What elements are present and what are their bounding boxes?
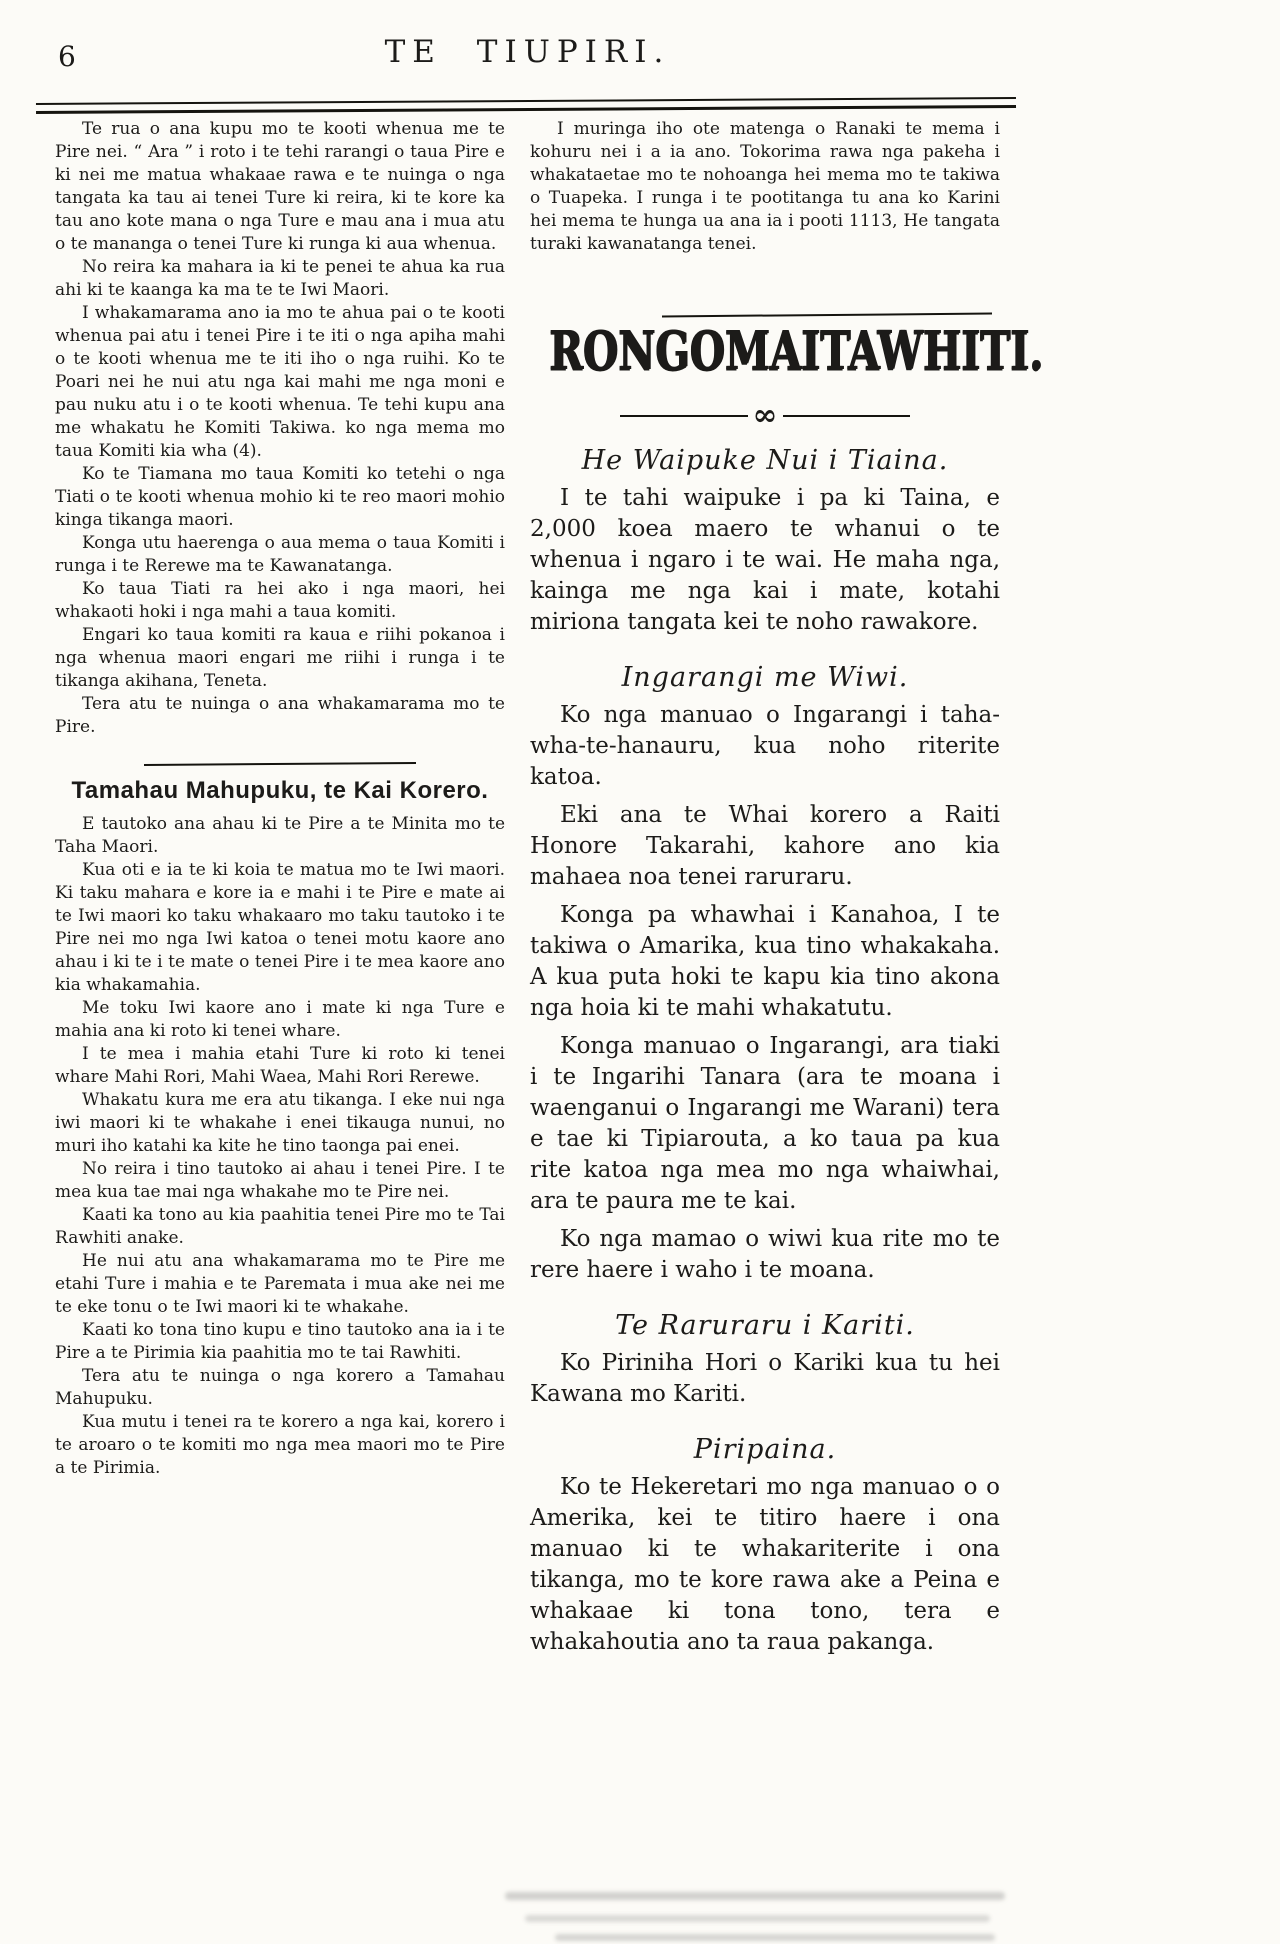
page-title: TE TIUPIRI. <box>384 34 671 70</box>
subheading-kariti: Te Raruraru i Kariti. <box>615 1310 915 1341</box>
paragraph: Tera atu te nuinga o ana whakamarama mo te Pire. <box>55 694 505 737</box>
subheading-ingarangi: Ingarangi me Wiwi. <box>621 662 909 693</box>
paragraph: Ko te Hekeretari mo nga manuao o o Amerika, kei te titiro haere i ona manuao ki te whakariterite i ona tikanga, mo te kore rawa ake a Peina e whakaae ki tona tono, tera e whakahoutia ano ta raua pakanga. <box>530 1474 1000 1655</box>
left-column <box>55 118 505 1480</box>
section-divider-rule <box>144 762 416 766</box>
subheading-piripaina: Piripaina. <box>693 1434 837 1465</box>
paragraph: Whakatu kura me era atu tikanga. I eke nui nga iwi maori ki te whakahe i enei tikauga nunui, no muri iho katahi ka kite he tino taonga pai enei. <box>55 1090 505 1156</box>
paragraph: I muringa iho ote matenga o Ranaki te mema i kohuru nei i a ia ano. Tokorima rawa nga pakeha i whakataetae mo te nohoanga hei mema mo te takiwa o Tuapeka. I runga i te pootitanga tu ana ko Karini hei mema te hunga ua ana ia i pooti 1113, He tangata turaki kawanatanga tenei. <box>530 119 1000 254</box>
speech-heading: Tamahau Mahupuku, te Kai Korero. <box>71 777 489 804</box>
paragraph: Kua mutu i tenei ra te korero a nga kai, korero i te aroaro o te komiti mo nga mea maori mo te Pire a te Pirimia. <box>55 1412 505 1478</box>
ornament-line <box>783 415 911 417</box>
paragraph: Me toku Iwi kaore ano i mate ki nga Ture e mahia ana ki roto ki tenei whare. <box>55 998 505 1041</box>
paragraph: Ko nga manuao o Ingarangi i taha-wha-te-hanauru, kua noho riterite katoa. <box>530 702 1000 790</box>
paragraph: Ko taua Tiati ra hei ako i nga maori, hei whakaoti hoki i nga mahi a taua komiti. <box>55 579 505 622</box>
paragraph: No reira i tino tautoko ai ahau i tenei Pire. I te mea kua tae mai nga whakahe mo te Pire nei. <box>55 1159 505 1202</box>
subheading-waipuke: He Waipuke Nui i Tiaina. <box>581 445 949 476</box>
paragraph: I whakamarama ano ia mo te ahua pai o te kooti whenua pai atu i tenei Pire i te iti o nga apiha mahi o te kooti whenua me te iti iho o nga ruihi. Ko te Poari nei he nui atu nga kai mahi me nga moni e pau nuku atu i o te kooti whenua. Te tehi kupu ana me whakatu he Komiti Takiwa. ko nga mema mo taua Komiti kia wha (4). <box>55 303 505 461</box>
paragraph: Tera atu te nuinga o nga korero a Tamahau Mahupuku. <box>55 1366 505 1409</box>
knot-glyph: ∞ <box>752 398 778 433</box>
masthead-rule <box>662 313 992 318</box>
page-number: 6 <box>58 40 76 73</box>
right-column <box>530 118 1043 1658</box>
paragraph: Konga manuao o Ingarangi, ara tiaki i te Ingarihi Tanara (ara te moana i waenganui o Ingarangi me Warani) tera e tae ki Tipiarouta, a ko taua pa kua rite katoa nga mea mo nga whaiwhai, ara te paura me te kai. <box>530 1033 1000 1214</box>
paragraph: I te mea i mahia etahi Ture ki roto ki tenei whare Mahi Rori, Mahi Waea, Mahi Rori Rerewe. <box>55 1044 505 1087</box>
paragraph: No reira ka mahara ia ki te penei te ahua ka rua ahi ki te kaanga ka ma te te Iwi Maori. <box>55 257 505 300</box>
paragraph: Ko nga mamao o wiwi kua rite mo te rere haere i waho i te moana. <box>530 1226 1000 1283</box>
ornament-line <box>620 415 748 417</box>
paragraph: I te tahi waipuke i pa ki Taina, e 2,000 koea maero te whanui o te whenua i ngaro i te wai. He maha nga, kainga me nga kai i mate, kotahi miriona tangata kei te noho rawakore. <box>530 485 1000 635</box>
paragraph: Kua oti e ia te ki koia te matua mo te Iwi maori. Ki taku mahara e kore ia e mahi i te Pire e mate ai te Iwi maori ko taku whakaaro mo taku tautoko i te Pire nei mo nga Iwi katoa o tenei motu kaore ano ahau i ki te i te mate o tenei Pire i te mea kaore ano kia whakamahia. <box>55 860 505 995</box>
scan-smudge <box>555 1934 995 1941</box>
paragraph: He nui atu ana whakamarama mo te Pire me etahi Ture i mahia e te Paremata i mua ake nei me te eke tonu o te Iwi maori ki te whakahe. <box>55 1251 505 1317</box>
paragraph: Eki ana te Whai korero a Raiti Honore Takarahi, kahore ano kia mahaea noa tenei raruraru. <box>530 802 1000 890</box>
scan-smudge <box>505 1892 1005 1900</box>
paragraph: Ko te Tiamana mo taua Komiti ko tetehi o nga Tiati o te kooti whenua mohio ki te reo maori mohio kinga tikanga maori. <box>55 464 505 530</box>
paragraph: Te rua o ana kupu mo te kooti whenua me te Pire nei. “ Ara ” i roto i te tehi rarangi o taua Pire e ki nei me matua whakaae rawa e te nuinga o nga tangata ka tau ai tenei Ture ki reira, ki te kore ka tau ano kote mana o nga Ture e mau ana i mua atu o te mananga o tenei Ture ki runga ki aua whenua. <box>55 119 505 254</box>
paragraph: Ko Piriniha Hori o Kariki kua tu hei Kawana mo Kariti. <box>530 1350 1000 1407</box>
header-double-rule <box>36 97 1016 114</box>
columns <box>55 118 1043 1658</box>
knot-ornament-icon <box>620 398 910 433</box>
paragraph: Konga pa whawhai i Kanahoa, I te takiwa o Amarika, kua tino whakakaha. A kua puta hoki te kapu kia tino akona nga hoia ki te mahi whakatutu. <box>530 902 1000 1021</box>
paragraph: Konga utu haerenga o aua mema o taua Komiti i runga i te Rerewe ma te Kawanatanga. <box>55 533 505 576</box>
paragraph: E tautoko ana ahau ki te Pire a te Minita mo te Taha Maori. <box>55 814 505 857</box>
page-header <box>40 34 1015 94</box>
scan-smudge <box>525 1915 990 1922</box>
masthead-title: RONGOMAITAWHITI. <box>548 320 1043 383</box>
paragraph: Kaati ka tono au kia paahitia tenei Pire mo te Tai Rawhiti anake. <box>55 1205 505 1248</box>
paragraph: Kaati ko tona tino kupu e tino tautoko ana ia i te Pire a te Pirimia kia paahitia mo te tai Rawhiti. <box>55 1320 505 1363</box>
paragraph: Engari ko taua komiti ra kaua e riihi pokanoa i nga whenua maori engari me riihi i runga i te tikanga akihana, Teneta. <box>55 625 505 691</box>
